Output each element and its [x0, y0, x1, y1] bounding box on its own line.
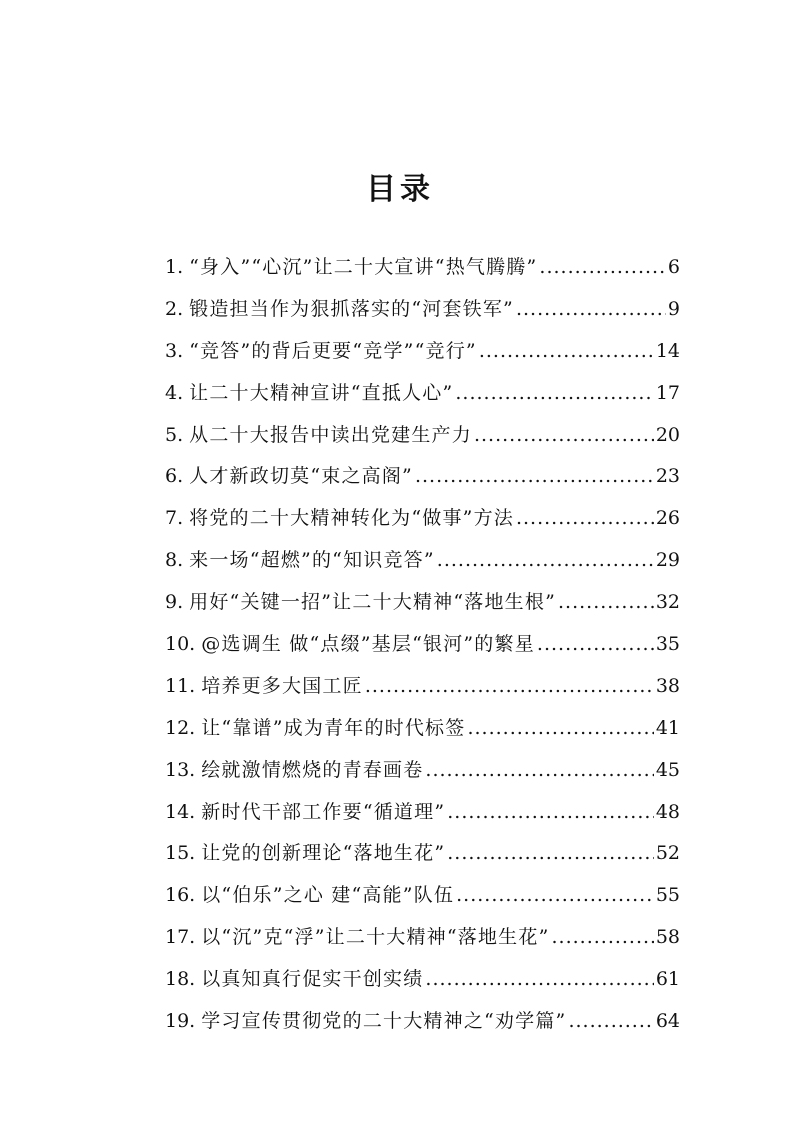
entry-title: 将党的二十大精神转化为“做事”方法 [189, 507, 514, 530]
toc-entry[interactable] [165, 582, 680, 624]
entry-title: @选调生 做“点缀”基层“银河”的繁星 [201, 633, 535, 656]
entry-title: 来一场“超燃”的“知识竞答” [189, 549, 435, 572]
toc-entry[interactable] [165, 792, 680, 834]
entry-number: 6. [165, 465, 184, 488]
dot-leader [425, 959, 653, 1001]
entry-page-number: 32 [655, 591, 680, 614]
entry-page-number: 58 [655, 926, 680, 949]
entry-title: 让党的创新理论“落地生花” [201, 842, 446, 865]
toc-entry[interactable] [165, 247, 680, 289]
entry-page-number: 14 [655, 339, 680, 362]
entry-number: 7. [165, 507, 184, 530]
entry-title: 学习宣传贯彻党的二十大精神之“劝学篇” [201, 1010, 567, 1033]
entry-page-number: 35 [655, 633, 680, 656]
entry-title: 新时代干部工作要“循道理” [201, 800, 446, 823]
toc-entry[interactable] [165, 540, 680, 582]
dot-leader [537, 624, 654, 666]
entry-title: 用好“关键一招”让二十大精神“落地生根” [189, 591, 556, 614]
toc-entry[interactable] [165, 708, 680, 750]
entry-title: “竞答”的背后更要“竞学”“竞行” [189, 339, 477, 362]
dot-leader [539, 247, 665, 289]
entry-title: 以真知真行促实干创实绩 [201, 968, 424, 991]
toc-entry[interactable] [165, 917, 680, 959]
entry-page-number: 55 [655, 884, 680, 907]
entry-title: 让“靠谱”成为青年的时代标签 [201, 716, 466, 739]
toc-entry[interactable] [165, 833, 680, 875]
entry-title: “身入”“心沉”让二十大宣讲“热气腾腾” [189, 256, 538, 278]
entry-page-number: 64 [655, 1010, 680, 1033]
dot-leader [425, 750, 653, 792]
entry-page-number: 61 [655, 968, 680, 991]
table-of-contents [165, 247, 680, 1043]
dot-leader [447, 833, 654, 875]
entry-page-number: 48 [655, 800, 680, 823]
entry-title: 以“伯乐”之心 建“高能”队伍 [201, 884, 455, 907]
dot-leader [365, 666, 654, 708]
entry-page-number: 52 [655, 842, 680, 865]
entry-number: 19. [165, 1010, 196, 1033]
entry-page-number: 17 [655, 381, 680, 404]
dot-leader [474, 415, 654, 457]
entry-page-number: 20 [655, 423, 680, 446]
toc-entry[interactable] [165, 498, 680, 540]
entry-page-number: 26 [655, 507, 680, 530]
entry-page-number: 23 [655, 465, 680, 488]
dot-leader [479, 331, 654, 373]
entry-page-number: 6 [667, 256, 680, 278]
dot-leader [415, 456, 654, 498]
dot-leader [467, 708, 653, 750]
entry-number: 9. [165, 591, 184, 614]
entry-number: 16. [165, 884, 196, 907]
entry-page-number: 29 [655, 549, 680, 572]
entry-number: 4. [165, 381, 184, 404]
entry-page-number: 41 [655, 716, 680, 739]
entry-number: 12. [165, 716, 196, 739]
entry-number: 1. [165, 256, 184, 278]
entry-number: 11. [165, 674, 196, 697]
entry-number: 5. [165, 423, 184, 446]
entry-title: 从二十大报告中读出党建生产力 [189, 423, 472, 446]
entry-title: 人才新政切莫“束之高阁” [189, 465, 413, 488]
entry-title: 绘就激情燃烧的青春画卷 [201, 758, 424, 781]
toc-entry[interactable] [165, 289, 680, 331]
toc-entry[interactable] [165, 959, 680, 1001]
dot-leader [437, 540, 654, 582]
entry-title: 以“沉”克“浮”让二十大精神“落地生花” [201, 926, 550, 949]
toc-entry[interactable] [165, 875, 680, 917]
entry-number: 17. [165, 926, 196, 949]
entry-number: 18. [165, 968, 196, 991]
entry-number: 3. [165, 339, 184, 362]
toc-entry[interactable] [165, 415, 680, 457]
entry-number: 15. [165, 842, 196, 865]
entry-page-number: 9 [667, 297, 680, 320]
entry-title: 培养更多大国工匠 [201, 674, 363, 697]
toc-entry[interactable] [165, 624, 680, 666]
dot-leader [456, 875, 654, 917]
entry-number: 2. [165, 297, 184, 320]
dot-leader [516, 289, 666, 331]
entry-number: 14. [165, 800, 196, 823]
dot-leader [447, 792, 654, 834]
dot-leader [552, 917, 654, 959]
toc-entry[interactable] [165, 373, 680, 415]
entry-title: 锻造担当作为狠抓落实的“河套铁军” [189, 297, 514, 320]
dot-leader [558, 582, 654, 624]
entry-number: 13. [165, 758, 196, 781]
entry-page-number: 45 [655, 758, 680, 781]
dot-leader [568, 1001, 653, 1043]
entry-title: 让二十大精神宣讲“直抵人心” [189, 381, 454, 404]
entry-number: 10. [165, 633, 196, 656]
dot-leader [455, 373, 653, 415]
toc-entry[interactable] [165, 750, 680, 792]
toc-entry[interactable] [165, 456, 680, 498]
dot-leader [516, 498, 654, 540]
toc-entry[interactable] [165, 666, 680, 708]
entry-number: 8. [165, 549, 184, 572]
toc-title: 目录 [366, 172, 434, 208]
entry-page-number: 38 [655, 674, 680, 697]
toc-entry[interactable] [165, 1001, 680, 1043]
toc-entry[interactable] [165, 331, 680, 373]
